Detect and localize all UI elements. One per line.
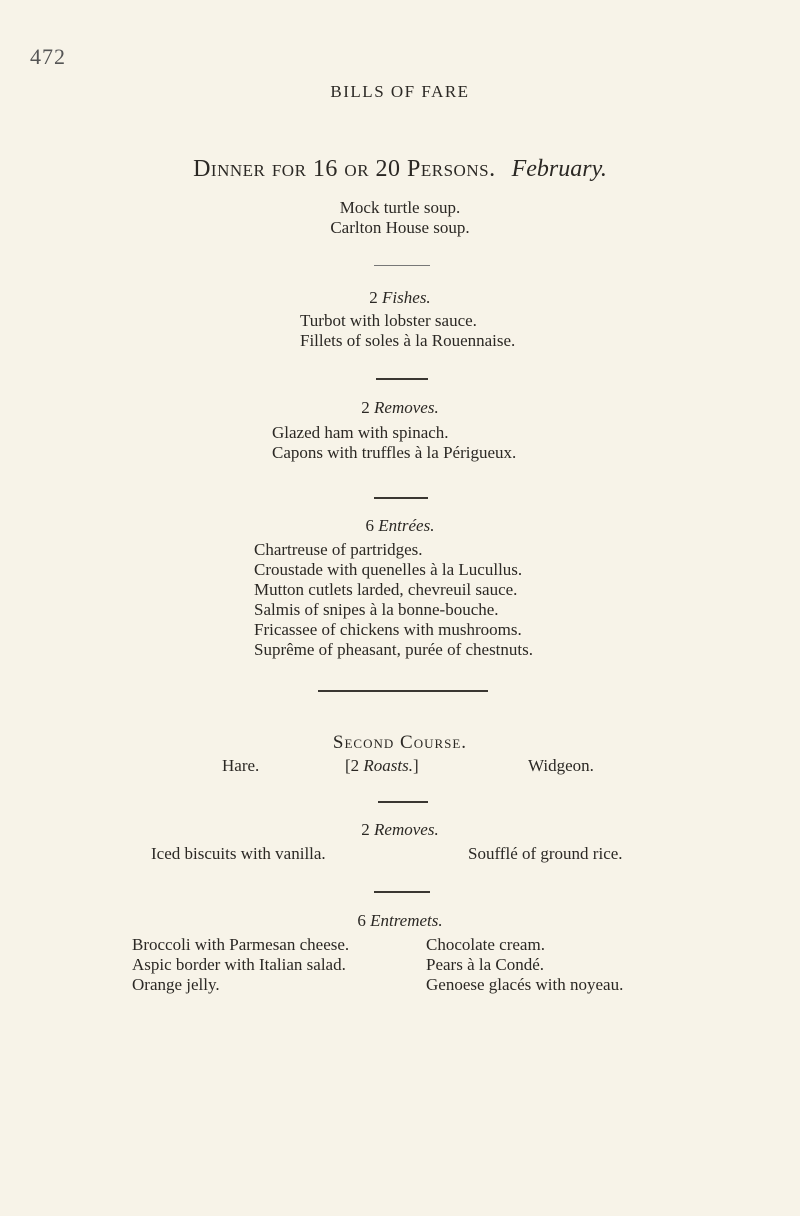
entremets-right-list [426,935,623,995]
entremets-count: 6 [357,911,366,930]
entree-item: Suprême of pheasant, purée of chestnuts. [254,640,533,659]
roasts-label: Roasts. [363,756,414,775]
fishes-item-1: Turbot with lobster sauce. [300,311,477,330]
running-head: BILLS OF FARE [330,82,470,101]
entremet-item: Aspic border with Italian salad. [132,955,346,974]
section-divider [318,690,488,692]
fishes-label: Fishes. [382,288,431,307]
page-number: 472 [30,44,66,69]
divider [378,801,428,803]
removes-item-2: Capons with truffles à la Périgueux. [272,443,517,462]
second-remove-right: Soufflé of ground rice. [468,844,623,863]
fishes-item-2: Fillets of soles à la Rouennaise. [300,331,516,350]
entree-item: Croustade with quenelles à la Lucullus. [254,560,523,579]
second-removes-count: 2 [361,820,370,839]
soup-2: Carlton House soup. [330,218,470,237]
second-remove-left: Iced biscuits with vanilla. [151,844,326,863]
divider [374,497,428,499]
fishes-count: 2 [369,288,378,307]
removes-label: Removes. [374,398,439,417]
menu-title [0,156,800,183]
soup-1: Mock turtle soup. [339,198,461,217]
fishes-heading [0,288,800,308]
entremet-item: Broccoli with Parmesan cheese. [132,935,350,954]
roast-left: Hare. [222,756,260,775]
removes-heading [0,398,800,418]
entree-item: Salmis of snipes à la bonne-bouche. [254,600,499,619]
roasts-heading [345,756,419,776]
divider [374,891,430,893]
roasts-bracket-open: [2 [345,756,364,775]
entrees-label: Entrées. [378,516,435,535]
entremets-heading [0,911,800,931]
roast-right: Widgeon. [528,756,594,775]
entremets-label: Entremets. [370,911,443,930]
entrees-list [254,540,533,660]
entrees-heading [0,516,800,536]
entree-item: Fricassee of chickens with mushrooms. [254,620,522,639]
roasts-bracket-close: ] [413,756,419,775]
divider [376,378,428,380]
second-course-heading: Second Course. [332,732,468,753]
title-month: February. [511,156,607,182]
entree-item: Chartreuse of partridges. [254,540,423,559]
second-removes-label: Removes. [374,820,439,839]
entremets-left-list [132,935,349,995]
divider [374,265,430,266]
title-main: Dinner for 16 or 20 Persons. [193,156,496,182]
entree-item: Mutton cutlets larded, chevreuil sauce. [254,580,518,599]
entremet-item: Pears à la Condé. [426,955,545,974]
removes-item-1: Glazed ham with spinach. [272,423,449,442]
entremet-item: Orange jelly. [132,975,220,994]
entremet-item: Genoese glacés with noyeau. [426,975,624,994]
removes-count: 2 [361,398,370,417]
second-removes-heading [0,820,800,840]
entrees-count: 6 [365,516,375,535]
entremet-item: Chocolate cream. [426,935,545,954]
